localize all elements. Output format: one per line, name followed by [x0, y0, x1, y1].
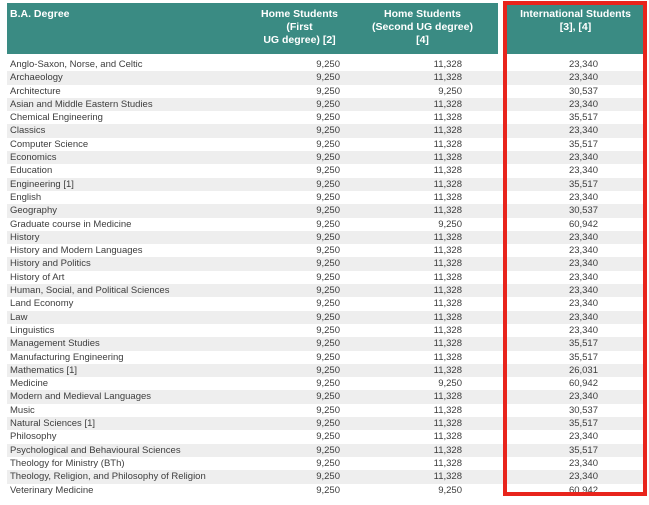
degree-name: Geography — [10, 205, 58, 217]
table-row — [7, 417, 646, 430]
column-gap — [498, 337, 505, 350]
home-first-value: 9,250 — [316, 351, 340, 363]
table-row — [7, 284, 646, 297]
column-gap — [498, 430, 505, 443]
table-row — [7, 311, 646, 324]
column-gap — [498, 377, 505, 390]
home-first-value: 9,250 — [316, 138, 340, 150]
international-value: 26,031 — [568, 364, 598, 376]
ba-degree-fees-table — [7, 3, 646, 497]
home-second-value: 11,328 — [433, 311, 462, 323]
column-gap — [498, 417, 505, 430]
degree-name: Theology, Religion, and Philosophy of Religion — [10, 471, 206, 483]
international-value: 23,340 — [568, 285, 598, 297]
home-first-value: 9,250 — [316, 165, 340, 177]
table-row — [7, 271, 646, 284]
home-second-value: 11,328 — [433, 351, 462, 363]
table-row — [7, 430, 646, 443]
degree-name: Philosophy — [10, 431, 57, 443]
home-first-value: 9,250 — [316, 364, 340, 376]
home-first-value: 9,250 — [316, 431, 340, 443]
home-second-value: 11,328 — [433, 457, 462, 469]
table-row — [7, 297, 646, 310]
table-row — [7, 324, 646, 337]
column-gap — [498, 271, 505, 284]
international-value: 35,517 — [568, 178, 598, 190]
degree-name: Theology for Ministry (BTh) — [10, 457, 125, 469]
home-second-value: 11,328 — [433, 271, 462, 283]
home-first-value: 9,250 — [316, 378, 340, 390]
home-second-value: 11,328 — [433, 338, 462, 350]
table-row — [7, 484, 646, 497]
header-line: Home Students — [383, 8, 461, 20]
table-row — [7, 204, 646, 217]
column-gap — [498, 324, 505, 337]
home-first-value: 9,250 — [316, 59, 340, 70]
degree-name: Computer Science — [10, 138, 89, 150]
home-second-value: 11,328 — [433, 298, 462, 310]
international-value: 60,942 — [568, 218, 598, 230]
home-first-value: 9,250 — [316, 471, 340, 483]
table-row — [7, 151, 646, 164]
degree-name: Psychological and Behavioural Sciences — [10, 444, 181, 456]
column-gap — [498, 311, 505, 324]
header-column-gap — [498, 3, 505, 54]
column-gap — [498, 71, 505, 84]
home-second-value: 11,328 — [433, 138, 462, 150]
home-second-value: 11,328 — [433, 245, 462, 257]
table-row — [7, 351, 646, 364]
home-first-value: 9,250 — [316, 311, 340, 323]
degree-name: Anglo-Saxon, Norse, and Celtic — [10, 59, 143, 70]
home-second-value: 11,328 — [433, 125, 462, 137]
international-value: 35,517 — [568, 112, 598, 124]
degree-name: Veterinary Medicine — [10, 484, 94, 496]
home-first-value: 9,250 — [316, 444, 340, 456]
home-first-value: 9,250 — [316, 152, 340, 164]
header-line: UG degree) [2] — [263, 34, 336, 46]
degree-name: Linguistics — [10, 324, 55, 336]
international-value: 35,517 — [568, 338, 598, 350]
home-second-value: 11,328 — [433, 324, 462, 336]
degree-name: Manufacturing Engineering — [10, 351, 124, 363]
column-gap — [498, 111, 505, 124]
degree-name: Modern and Medieval Languages — [10, 391, 152, 403]
degree-name: Management Studies — [10, 338, 100, 350]
home-first-value: 9,250 — [316, 324, 340, 336]
home-second-value: 11,328 — [433, 418, 462, 430]
international-value: 23,340 — [568, 324, 598, 336]
home-second-value: 11,328 — [433, 178, 462, 190]
table-row — [7, 178, 646, 191]
home-first-value: 9,250 — [316, 205, 340, 217]
international-value: 23,340 — [568, 258, 598, 270]
degree-name: Natural Sciences [1] — [10, 418, 96, 430]
international-value: 23,340 — [568, 152, 598, 164]
table-row — [7, 138, 646, 151]
column-gap — [498, 178, 505, 191]
international-value: 23,340 — [568, 72, 598, 84]
home-second-value: 11,328 — [433, 285, 462, 297]
table-row — [7, 244, 646, 257]
home-second-value: 11,328 — [433, 72, 462, 84]
table-row — [7, 98, 646, 111]
column-gap — [498, 164, 505, 177]
degree-name: Land Economy — [10, 298, 74, 310]
home-second-value: 9,250 — [438, 484, 462, 496]
international-value: 23,340 — [568, 298, 598, 310]
degree-name: Economics — [10, 152, 57, 164]
home-second-value: 11,328 — [433, 98, 462, 110]
home-second-value: 11,328 — [433, 231, 462, 243]
international-value: 35,517 — [568, 351, 598, 363]
column-gap — [498, 244, 505, 257]
column-gap — [498, 85, 505, 98]
home-second-value: 9,250 — [438, 218, 462, 230]
international-value: 23,340 — [568, 271, 598, 283]
degree-name: History of Art — [10, 271, 65, 283]
international-value: 23,340 — [568, 471, 598, 483]
home-second-value: 11,328 — [433, 444, 462, 456]
column-header-ba-degree — [7, 3, 252, 54]
header-line: Home Students (First — [260, 8, 338, 33]
column-gap — [498, 444, 505, 457]
column-gap — [498, 404, 505, 417]
column-gap — [498, 484, 505, 497]
international-value: 23,340 — [568, 165, 598, 177]
home-first-value: 9,250 — [316, 98, 340, 110]
home-second-value: 11,328 — [433, 191, 462, 203]
home-second-value: 9,250 — [438, 85, 462, 97]
header-line: (Second UG degree) — [372, 21, 473, 33]
table-row — [7, 191, 646, 204]
home-first-value: 9,250 — [316, 178, 340, 190]
home-first-value: 9,250 — [316, 191, 340, 203]
table-row — [7, 337, 646, 350]
degree-name: Architecture — [10, 85, 61, 97]
table-row — [7, 71, 646, 84]
column-gap — [498, 151, 505, 164]
home-second-value: 11,328 — [433, 59, 462, 70]
home-second-value: 11,328 — [433, 364, 462, 376]
table-row — [7, 457, 646, 470]
column-gap — [498, 351, 505, 364]
home-second-value: 11,328 — [433, 165, 462, 177]
home-first-value: 9,250 — [316, 484, 340, 496]
column-gap — [498, 390, 505, 403]
degree-name: Archaeology — [10, 72, 63, 84]
home-first-value: 9,250 — [316, 218, 340, 230]
header-main-block — [7, 3, 498, 54]
home-second-value: 11,328 — [433, 258, 462, 270]
home-first-value: 9,250 — [316, 125, 340, 137]
column-gap — [498, 98, 505, 111]
table-row — [7, 377, 646, 390]
column-gap — [498, 231, 505, 244]
international-value: 60,942 — [568, 378, 598, 390]
international-value: 35,517 — [568, 418, 598, 430]
degree-name: Education — [10, 165, 53, 177]
home-first-value: 9,250 — [316, 85, 340, 97]
degree-name: Classics — [10, 125, 46, 137]
header-line: International Students — [520, 8, 631, 20]
international-value: 60,942 — [568, 484, 598, 496]
home-first-value: 9,250 — [316, 298, 340, 310]
column-header-international — [505, 3, 646, 54]
degree-name: Medicine — [10, 378, 49, 390]
international-value: 23,340 — [568, 59, 598, 70]
table-header-row — [7, 3, 646, 54]
international-value: 35,517 — [568, 138, 598, 150]
home-first-value: 9,250 — [316, 391, 340, 403]
degree-name: Chemical Engineering — [10, 112, 103, 124]
home-first-value: 9,250 — [316, 457, 340, 469]
table-row — [7, 164, 646, 177]
degree-name: Law — [10, 311, 28, 323]
table-row — [7, 390, 646, 403]
degree-name: History and Politics — [10, 258, 91, 270]
column-gap — [498, 124, 505, 137]
home-first-value: 9,250 — [316, 231, 340, 243]
home-first-value: 9,250 — [316, 72, 340, 84]
home-second-value: 11,328 — [433, 112, 462, 124]
home-first-value: 9,250 — [316, 245, 340, 257]
international-value: 35,517 — [568, 444, 598, 456]
degree-name: Human, Social, and Political Sciences — [10, 285, 170, 297]
column-header-home-second — [347, 3, 498, 54]
international-value: 23,340 — [568, 191, 598, 203]
header-line: [3], [4] — [559, 21, 592, 33]
table-row — [7, 58, 646, 71]
degree-name: Music — [10, 404, 35, 416]
degree-name: English — [10, 191, 42, 203]
header-line: B.A. Degree — [10, 8, 70, 20]
international-value: 23,340 — [568, 391, 598, 403]
table-row — [7, 404, 646, 417]
international-value: 23,340 — [568, 98, 598, 110]
home-first-value: 9,250 — [316, 112, 340, 124]
international-value: 30,537 — [568, 85, 598, 97]
degree-name: Engineering [1] — [10, 178, 74, 190]
degree-name: Graduate course in Medicine — [10, 218, 132, 230]
home-first-value: 9,250 — [316, 418, 340, 430]
table-row — [7, 231, 646, 244]
degree-name: Mathematics [1] — [10, 364, 78, 376]
home-first-value: 9,250 — [316, 258, 340, 270]
international-value: 23,340 — [568, 457, 598, 469]
table-row — [7, 85, 646, 98]
home-first-value: 9,250 — [316, 285, 340, 297]
home-second-value: 11,328 — [433, 404, 462, 416]
table-row — [7, 470, 646, 483]
column-gap — [498, 457, 505, 470]
header-line: [4] — [416, 34, 429, 46]
column-gap — [498, 284, 505, 297]
column-gap — [498, 191, 505, 204]
international-value: 23,340 — [568, 431, 598, 443]
home-second-value: 9,250 — [438, 378, 462, 390]
home-second-value: 11,328 — [433, 471, 462, 483]
home-first-value: 9,250 — [316, 404, 340, 416]
international-value: 30,537 — [568, 404, 598, 416]
column-gap — [498, 364, 505, 377]
column-gap — [498, 470, 505, 483]
table-row — [7, 111, 646, 124]
column-gap — [498, 204, 505, 217]
home-second-value: 11,328 — [433, 205, 462, 217]
home-first-value: 9,250 — [316, 338, 340, 350]
international-value: 30,537 — [568, 205, 598, 217]
column-gap — [498, 297, 505, 310]
home-first-value: 9,250 — [316, 271, 340, 283]
table-row — [7, 444, 646, 457]
international-value: 23,340 — [568, 245, 598, 257]
table-body — [7, 58, 646, 497]
column-gap — [498, 257, 505, 270]
home-second-value: 11,328 — [433, 431, 462, 443]
degree-name: History — [10, 231, 40, 243]
column-gap — [498, 138, 505, 151]
degree-name: History and Modern Languages — [10, 245, 143, 257]
table-row — [7, 364, 646, 377]
column-gap — [498, 218, 505, 231]
degree-name: Asian and Middle Eastern Studies — [10, 98, 153, 110]
home-second-value: 11,328 — [433, 152, 462, 164]
column-gap — [498, 58, 505, 71]
table-row — [7, 124, 646, 137]
international-value: 23,340 — [568, 125, 598, 137]
table-row — [7, 257, 646, 270]
home-second-value: 11,328 — [433, 391, 462, 403]
column-header-home-first — [252, 3, 347, 54]
table-row — [7, 218, 646, 231]
international-value: 23,340 — [568, 231, 598, 243]
international-value: 23,340 — [568, 311, 598, 323]
